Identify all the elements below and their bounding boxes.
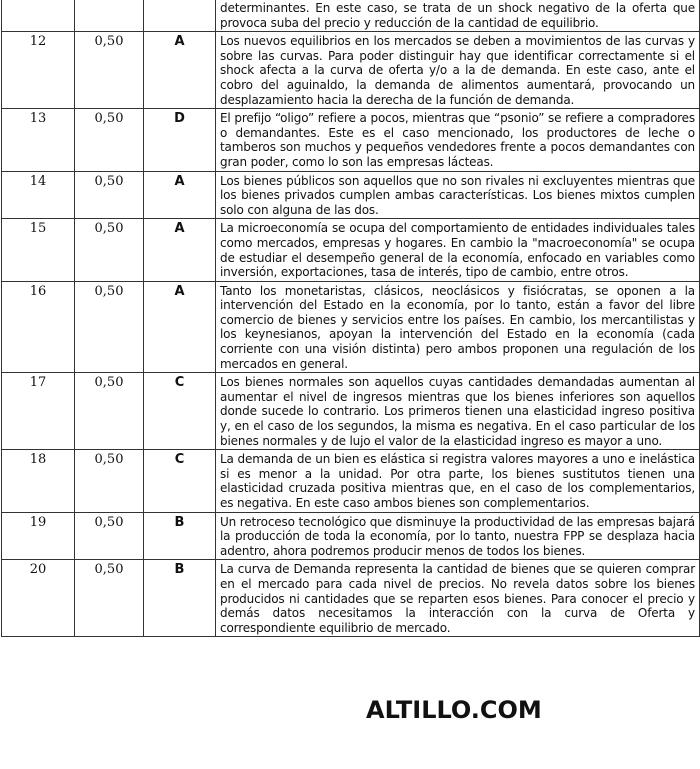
table-row <box>2 512 700 560</box>
question-number: 18 <box>2 450 75 512</box>
question-points: 0,50 <box>75 109 144 171</box>
question-number: 19 <box>2 512 75 560</box>
answer-explanation: El prefijo “oligo” refiere a pocos, mientras que “psonio” se refiere a compradores o demandantes. Este es el caso mencionado, los productores de leche o tamberos son muchos y pequeños vendedores frente a pocos demandantes con gran poder, como lo son las empresas lácteas. <box>216 109 700 171</box>
answer-explanation: Tanto los monetaristas, clásicos, neoclásicos y fisiócratas, se oponen a la intervención del Estado en la economía, por lo tanto, están a favor del libre comercio de bienes y servicios entre los países. En cambio, los mercantilistas y los keynesianos, apoyan la intervención del Estado en la economía (cada corriente con una visión distinta) pero ambos proponen una regulación de los mercados en general. <box>216 281 700 373</box>
question-number: 17 <box>2 373 75 450</box>
answer-explanation: Los bienes normales son aquellos cuyas cantidades demandadas aumentan al aumentar el nivel de ingresos mientras que los bienes inferiores son aquellos donde sucede lo contrario. Los primeros tienen una elasticidad ingreso positiva y, en el caso de los segundos, la misma es negativa. En el caso particular de los bienes normales y de lujo el valor de la elasticidad ingreso es mayor a uno. <box>216 373 700 450</box>
question-number: 15 <box>2 219 75 281</box>
question-number <box>2 0 75 32</box>
table-row <box>2 109 700 171</box>
table-row <box>2 171 700 219</box>
question-number: 12 <box>2 32 75 109</box>
table-row <box>2 32 700 109</box>
question-points: 0,50 <box>75 450 144 512</box>
question-points <box>75 0 144 32</box>
question-number: 14 <box>2 171 75 219</box>
table-row <box>2 281 700 373</box>
correct-answer: C <box>144 373 216 450</box>
correct-answer: B <box>144 512 216 560</box>
answers-table <box>1 0 700 637</box>
correct-answer: A <box>144 32 216 109</box>
question-points: 0,50 <box>75 512 144 560</box>
answer-explanation: La microeconomía se ocupa del comportamiento de entidades individuales tales como mercados, empresas y hogares. En cambio la "macroeconomía" se ocupa de estudiar el desempeño general de la economía, enfocado en variables como inversión, exportaciones, tasa de interés, tipo de cambio, entre otros. <box>216 219 700 281</box>
table-row <box>2 450 700 512</box>
correct-answer: A <box>144 281 216 373</box>
correct-answer <box>144 0 216 32</box>
table-row <box>2 373 700 450</box>
table-row <box>2 560 700 637</box>
question-points: 0,50 <box>75 373 144 450</box>
question-points: 0,50 <box>75 219 144 281</box>
table-row <box>2 219 700 281</box>
answer-explanation: Los bienes públicos son aquellos que no son rivales ni excluyentes mientras que los bienes privados cumplen ambas características. Los bienes mixtos cumplen solo con alguna de las dos. <box>216 171 700 219</box>
question-number: 20 <box>2 560 75 637</box>
question-points: 0,50 <box>75 32 144 109</box>
answer-explanation: determinantes. En este caso, se trata de un shock negativo de la oferta que provoca suba del precio y reducción de la cantidad de equilibrio. <box>216 0 700 32</box>
correct-answer: D <box>144 109 216 171</box>
correct-answer: C <box>144 450 216 512</box>
question-points: 0,50 <box>75 281 144 373</box>
answers-table-body <box>2 0 700 637</box>
table-row <box>2 0 700 32</box>
question-number: 16 <box>2 281 75 373</box>
correct-answer: A <box>144 219 216 281</box>
altillo-logo: ALTILLO.COM <box>366 696 542 724</box>
answer-explanation: La curva de Demanda representa la cantidad de bienes que se quieren comprar en el mercado para cada nivel de precios. No revela datos sobre los bienes producidos ni cantidades que se reparten esos bienes. Para conocer el precio y demás datos necesitamos la interacción con la curva de Oferta y correspondiente equilibrio de mercado. <box>216 560 700 637</box>
answer-explanation: La demanda de un bien es elástica si registra valores mayores a uno e inelástica si es menor a la unidad. Por otra parte, los bienes sustitutos tienen una elasticidad cruzada positiva mientras que, en el caso de los complementarios, es negativa. En este caso ambos bienes son complementarios. <box>216 450 700 512</box>
correct-answer: A <box>144 171 216 219</box>
question-points: 0,50 <box>75 560 144 637</box>
correct-answer: B <box>144 560 216 637</box>
answer-explanation: Los nuevos equilibrios en los mercados se deben a movimientos de las curvas y sobre las curvas. Para poder distinguir hay que identificar correctamente si el shock afecta a la curva de oferta y/o a la de demanda. En este caso, ante el cobro del aguinaldo, la demanda de alimentos aumentará, provocando un desplazamiento hacia la derecha de la función de demanda. <box>216 32 700 109</box>
question-points: 0,50 <box>75 171 144 219</box>
answer-explanation: Un retroceso tecnológico que disminuye la productividad de las empresas bajará la producción de toda la economía, por lo tanto, nuestra FPP se desplaza hacia adentro, ahora podremos producir menos de todos los bienes. <box>216 512 700 560</box>
question-number: 13 <box>2 109 75 171</box>
